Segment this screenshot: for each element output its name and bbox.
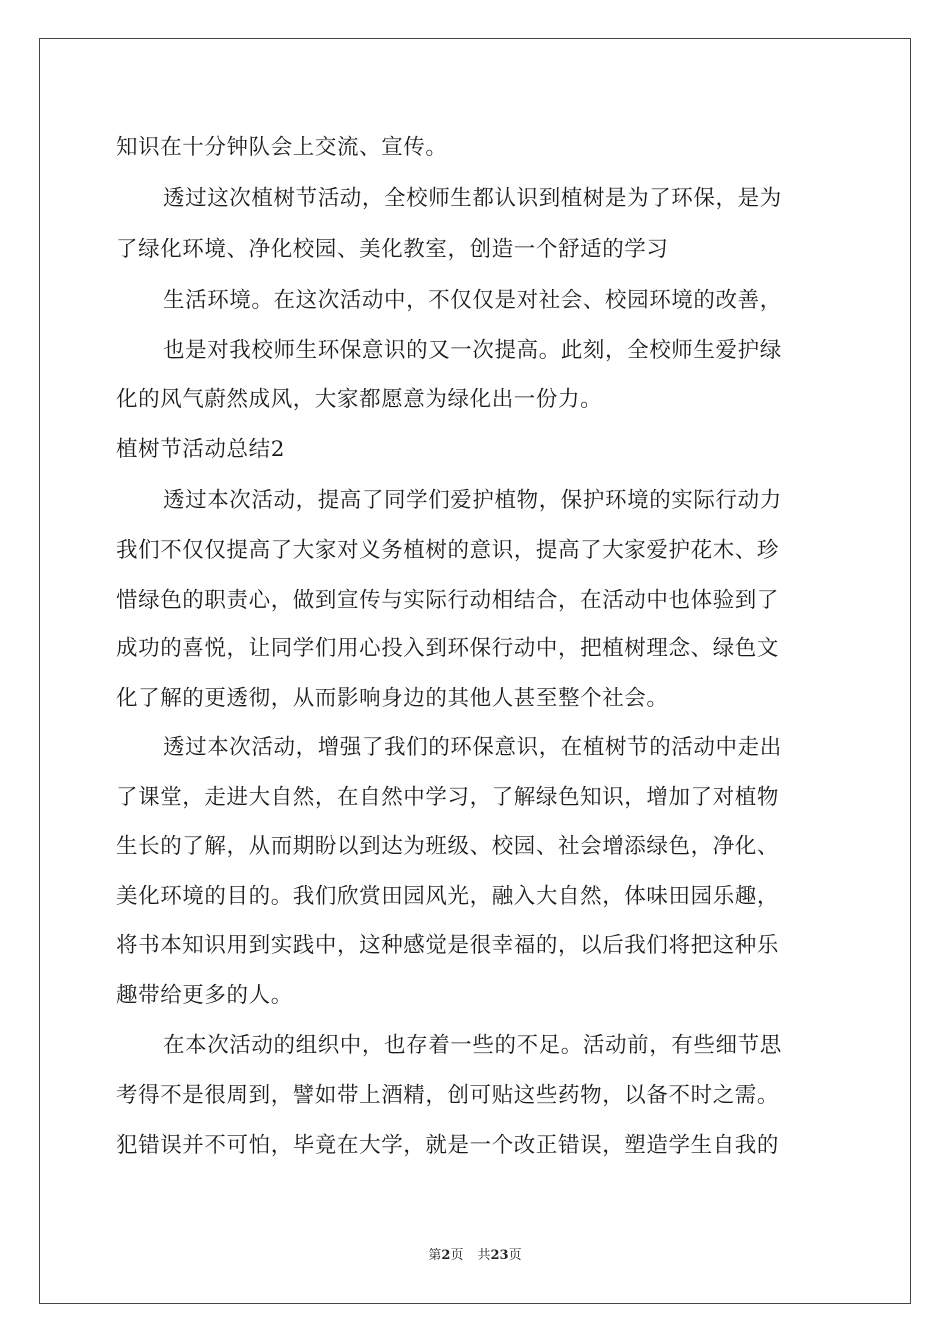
page-prefix: 第 xyxy=(428,1248,442,1263)
text-line: 也是对我校师生环保意识的又一次提高。此刻，全校师生爱护绿 xyxy=(163,338,782,363)
text-line: 生活环境。在这次活动中，不仅仅是对社会、校园环境的改善， xyxy=(163,288,782,313)
text-line: 化的风气蔚然成风，大家都愿意为绿化出一份力。 xyxy=(116,387,603,412)
text-line: 知识在十分钟队会上交流、宣传。 xyxy=(116,135,448,160)
text-line: 透过本次活动，增强了我们的环保意识，在植树节的活动中走出 xyxy=(163,735,782,760)
page-suffix: 页 xyxy=(450,1248,464,1263)
total-prefix: 共 xyxy=(477,1248,491,1263)
text-line: 趣带给更多的人。 xyxy=(116,983,293,1008)
text-line: 透过这次植树节活动，全校师生都认识到植树是为了环保，是为 xyxy=(163,186,782,211)
text-line: 惜绿色的职责心，做到宣传与实际行动相结合，在活动中也体验到了 xyxy=(116,588,780,613)
text-line: 我们不仅仅提高了大家对义务植树的意识，提高了大家爱护花木、珍 xyxy=(116,538,780,563)
section-heading: 植树节活动总结2 xyxy=(116,437,285,462)
page-number: 2 xyxy=(441,1248,451,1263)
total-suffix: 页 xyxy=(508,1248,522,1263)
text-line: 生长的了解，从而期盼以到达为班级、校园、社会增添绿色，净化、 xyxy=(116,834,780,859)
text-line: 了绿化环境、净化校园、美化教室，创造一个舒适的学习 xyxy=(116,237,669,262)
page-footer xyxy=(0,1247,950,1265)
page-border xyxy=(39,38,911,1304)
text-line: 透过本次活动，提高了同学们爱护植物，保护环境的实际行动力 xyxy=(163,488,782,513)
text-line: 美化环境的目的。我们欣赏田园风光，融入大自然，体味田园乐趣， xyxy=(116,884,780,909)
text-line: 将书本知识用到实践中，这种感觉是很幸福的，以后我们将把这种乐 xyxy=(116,933,780,958)
text-line: 了课堂，走进大自然，在自然中学习，了解绿色知识，增加了对植物 xyxy=(116,785,780,810)
text-line: 考得不是很周到，譬如带上酒精，创可贴这些药物，以备不时之需。 xyxy=(116,1083,780,1108)
text-line: 化了解的更透彻，从而影响身边的其他人甚至整个社会。 xyxy=(116,686,669,711)
total-pages: 23 xyxy=(490,1248,509,1263)
text-line: 成功的喜悦，让同学们用心投入到环保行动中，把植树理念、绿色文 xyxy=(116,636,780,661)
text-line: 犯错误并不可怕，毕竟在大学，就是一个改正错误，塑造学生自我的 xyxy=(116,1133,780,1158)
text-line: 在本次活动的组织中，也存着一些的不足。活动前，有些细节思 xyxy=(163,1033,782,1058)
